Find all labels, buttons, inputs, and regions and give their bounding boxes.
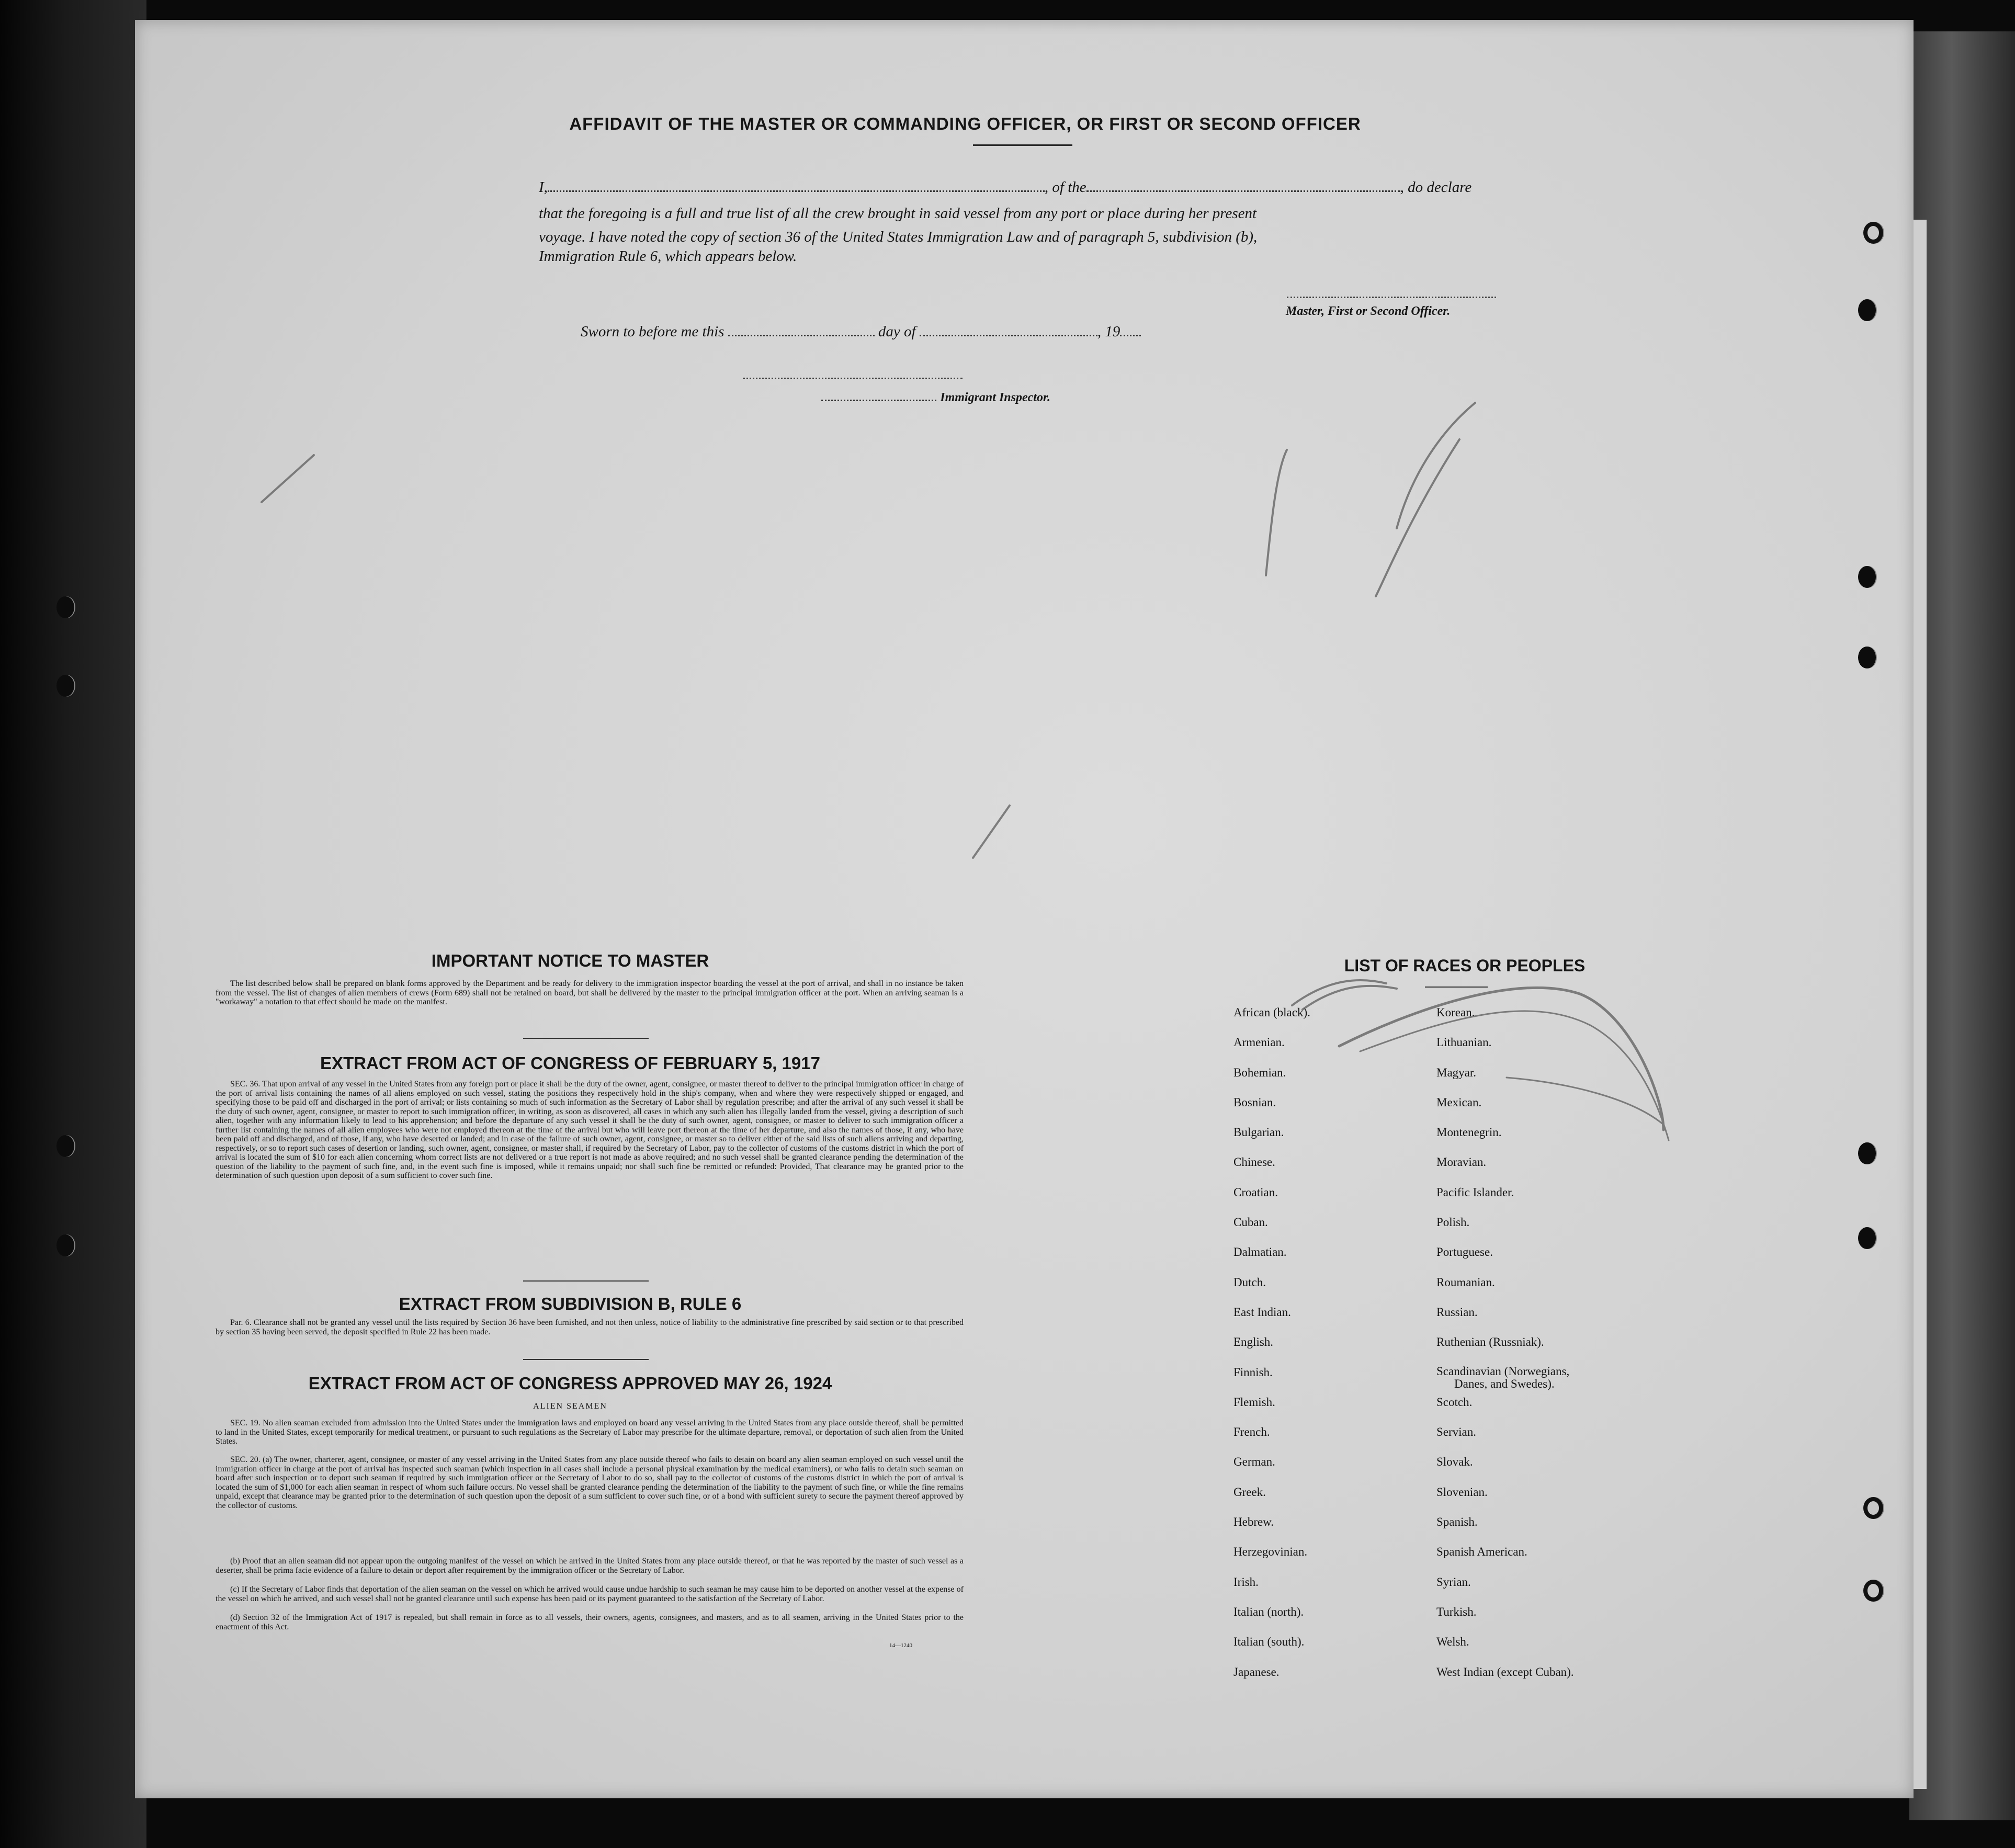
- race-item: Chinese.: [1233, 1155, 1275, 1169]
- race-item: Pacific Islander.: [1436, 1185, 1514, 1199]
- races-title: LIST OF RACES OR PEOPLES: [1344, 956, 1586, 975]
- pencil-stroke: [1266, 450, 1287, 575]
- race-item: Korean.: [1436, 1006, 1475, 1019]
- race-item: Dutch.: [1233, 1275, 1266, 1289]
- race-item-line: Scandinavian (Norwegians,: [1436, 1364, 1570, 1378]
- race-item: Croatian.: [1233, 1185, 1278, 1199]
- race-item: East Indian.: [1233, 1305, 1291, 1319]
- affidavit-line-4: Immigration Rule 6, which appears below.: [539, 248, 797, 265]
- day-of-label: day of: [878, 323, 916, 340]
- do-declare-label: , do declare: [1400, 179, 1472, 196]
- race-item: Flemish.: [1233, 1395, 1275, 1409]
- form-number: 14—1240: [889, 1642, 912, 1649]
- affidavit-title: AFFIDAVIT OF THE MASTER OR COMMANDING OFFICER, OR FIRST OR SECOND OFFICER: [569, 114, 1361, 133]
- race-item: Cuban.: [1233, 1216, 1268, 1229]
- extract-rule6-title: EXTRACT FROM SUBDIVISION B, RULE 6: [399, 1294, 742, 1313]
- race-item: Italian (south).: [1233, 1635, 1305, 1649]
- race-item: French.: [1233, 1425, 1270, 1439]
- race-item: Herzegovinian.: [1233, 1545, 1308, 1559]
- notice-text: The list described below shall be prepared on blank forms approved by the Department and be ready for delivery to the immigration inspector boarding the vessel at the port of arrival, and shall in no instance be taken from the vessel. The list of changes of alien members of crews (Form 689) shall not be retained on board, but shall be delivered by the master to the principal immigration officer at the port. When an arriving seaman is a "workaway" a notation to that effect should be made on the manifest.: [216, 979, 964, 1006]
- extract-1917-text: SEC. 36. That upon arrival of any vessel in the United States from any foreign port or place it shall be the duty of the owner, agent, consignee, or master thereof to deliver to the principal immigration officer in charge of the port of arrival lists containing the names of all aliens employed on such vessel, stating the positions they respectively hold in the ship's company, when and where they were respectively shipped or engaged, and specifying those to be paid off and discharged in the port of arrival; or lists containing so much of such information as the Secretary of Labor shall by regulation prescribe; and after the arrival of any such vessel it shall be the duty of such owner, agent, consignee, or master to report to such immigration officer, in writing, as soon as discovered, all cases in which any such alien has illegally landed from the vessel, giving a description of such alien, together with any information likely to lead to his apprehension; and before the departure of any such vessel it shall be the duty of such owner, agent, consignee, or master to deliver to such immigration officer a further list containing the names of all alien employees who were not employed thereon at the time of the arrival but who will leave port thereon at the time of her departure, and also the names of those, if any, who have been paid off and discharged, and of those, if any, who have deserted or landed; and in case of the failure of such owner, agent, consignee, or master so to deliver either of the said lists of such aliens arriving and departing, respectively, or so to report such cases of desertion or landing, such owner, agent, consignee, or master shall, if required by the Secretary of Labor, pay to the collector of customs of the customs district in which the port of arrival is located the sum of $10 for each alien concerning whom correct lists are not delivered or a true report is not made as above required; and no such vessel shall be granted clearance pending the determination of the question of the liability to the payment of such fine, and, in the event such fine is imposed, while it remains unpaid; nor shall such fine be remitted or refunded: Provided, That clearance may be granted prior to the determination of such question upon deposit of a sum sufficient to cover such fine.: [216, 1080, 964, 1180]
- race-item: Spanish American.: [1436, 1545, 1527, 1559]
- race-item: Finnish.: [1233, 1365, 1273, 1379]
- extract-1924-sec20b: (b) Proof that an alien seaman did not appear upon the outgoing manifest of the vessel on which he arrived in the United States from any place outside thereof, or that he was reported by the master of such vessel as a deserter, shall be prima facie evidence of a failure to detain or deport after requirement by the immigration officer or the Secretary of Labor.: [216, 1557, 964, 1575]
- pencil-stroke: [1397, 403, 1475, 528]
- inspector-label: Immigrant Inspector.: [940, 391, 1050, 404]
- affidavit-line-3: voyage. I have noted the copy of section 36 of the United States Immigration Law and of paragraph 5, subdivision (b),: [539, 229, 1258, 245]
- race-item: Greek.: [1233, 1485, 1266, 1499]
- pencil-stroke: [1376, 439, 1459, 596]
- race-item: Turkish.: [1436, 1605, 1477, 1618]
- race-item: Welsh.: [1436, 1635, 1469, 1649]
- affidavit-line-2: that the foregoing is a full and true list of all the crew brought in said vessel from any port or place during her present: [539, 205, 1257, 222]
- race-item: Bulgarian.: [1233, 1126, 1284, 1139]
- race-item: Lithuanian.: [1436, 1036, 1492, 1049]
- race-item: Magyar.: [1436, 1065, 1477, 1079]
- race-item: African (black).: [1233, 1006, 1310, 1019]
- extract-1924-sec20a: SEC. 20. (a) The owner, charterer, agent, consignee, or master of any vessel arriving in the United States from any place outside thereof who fails to detain on board any alien seaman employed on such vessel until the immigration officer in charge at the port of arrival has inspected such seaman (which inspection in all cases shall include a personal physical examination by the medical examiners), or who fails to detain such seaman on board after such inspection or to deport such seaman if required by such immigration officer or the Secretary of Labor to do so, shall pay to the collector of customs of the customs district in which the port of arrival is located the sum of $1,000 for each alien seaman in respect of whom such failure occurs. No vessel shall be granted clearance pending the determination of the liability to the payment of such fine, or while the fine remains unpaid, except that clearance may be granted prior to the determination of such question upon the deposit of a sum sufficient to cover such fine, or of a bond with sufficient surety to secure the payment thereof approved by the collector of customs.: [216, 1455, 964, 1510]
- notice-title: IMPORTANT NOTICE TO MASTER: [431, 951, 709, 970]
- race-item: Armenian.: [1233, 1036, 1285, 1049]
- race-item: Japanese.: [1233, 1665, 1280, 1679]
- pencil-stroke: [1339, 988, 1663, 1130]
- race-item: Irish.: [1233, 1575, 1259, 1589]
- master-signature-label: Master, First or Second Officer.: [1286, 304, 1451, 318]
- race-item: Italian (north).: [1233, 1605, 1304, 1618]
- race-item: English.: [1233, 1335, 1274, 1349]
- race-item: Ruthenian (Russniak).: [1436, 1335, 1544, 1349]
- extract-1924-sec20c: (c) If the Secretary of Labor finds that deportation of the alien seaman on the vessel on which he arrived would cause undue hardship to such seaman he may cause him to be deported on another vessel at the expense of the vessel on which he arrived, and such vessel shall not be granted clearance until such expense has been paid or its payment guaranteed to the satisfaction of the Secretary of Labor.: [216, 1585, 964, 1603]
- race-item: West Indian (except Cuban).: [1436, 1665, 1574, 1679]
- extract-1924-sec20d: (d) Section 32 of the Immigration Act of 1917 is repealed, but shall remain in force as to all vessels, their owners, agents, consignees, and masters, and as to all seamen, arriving in the United States prior to the enactment of this Act.: [216, 1613, 964, 1631]
- pencil-stroke: [262, 455, 314, 502]
- race-item: Servian.: [1436, 1425, 1477, 1439]
- race-item: Spanish.: [1436, 1515, 1478, 1529]
- pencil-stroke: [1292, 980, 1386, 1005]
- extract-1924-sec19: SEC. 19. No alien seaman excluded from admission into the United States under the immigration laws and employed on board any vessel arriving in the United States from any place outside thereof, shall be permitted to land in the United States, except temporarily for medical treatment, or pursuant to such regulations as the Secretary of Labor may prescribe for the ultimate departure, removal, or deportation of such alien from the United States.: [216, 1419, 964, 1446]
- race-item: Slovak.: [1436, 1455, 1473, 1469]
- sworn-prefix-label: Sworn to before me this: [581, 323, 725, 340]
- alien-seamen-subtitle: ALIEN SEAMEN: [533, 1402, 607, 1411]
- extract-1917-title: EXTRACT FROM ACT OF CONGRESS OF FEBRUARY 5, 1917: [320, 1053, 820, 1073]
- race-item: Polish.: [1436, 1216, 1470, 1229]
- race-item: Dalmatian.: [1233, 1245, 1287, 1259]
- year-label: , 19: [1097, 323, 1120, 340]
- extract-1924-title: EXTRACT FROM ACT OF CONGRESS APPROVED MAY 26, 1924: [308, 1374, 832, 1393]
- race-item: Mexican.: [1436, 1095, 1482, 1109]
- pencil-stroke: [1507, 1078, 1663, 1125]
- race-item: Slovenian.: [1436, 1485, 1488, 1499]
- race-item: Moravian.: [1436, 1155, 1487, 1169]
- race-item: Portuguese.: [1436, 1245, 1493, 1259]
- affidavit-i-label: I,: [539, 179, 548, 196]
- race-item: German.: [1233, 1455, 1275, 1469]
- race-item: Hebrew.: [1233, 1515, 1274, 1529]
- race-item: Syrian.: [1436, 1575, 1471, 1589]
- race-item-line: Danes, and Swedes).: [1454, 1377, 1555, 1390]
- race-item: Bohemian.: [1233, 1065, 1286, 1079]
- race-item: Roumanian.: [1436, 1275, 1495, 1289]
- race-item: Bosnian.: [1233, 1095, 1276, 1109]
- race-item: Scotch.: [1436, 1395, 1473, 1409]
- race-item: Russian.: [1436, 1305, 1478, 1319]
- race-item: Montenegrin.: [1436, 1126, 1502, 1139]
- of-the-label: , of the: [1044, 179, 1086, 196]
- extract-rule6-text: Par. 6. Clearance shall not be granted any vessel until the lists required by Section 36 have been furnished, and not then unless, notice of liability to the administrative fine prescribed by said section or to that prescribed by section 35 having been served, the deposit specified in Rule 22 has been made.: [216, 1318, 964, 1336]
- pencil-stroke: [973, 806, 1010, 858]
